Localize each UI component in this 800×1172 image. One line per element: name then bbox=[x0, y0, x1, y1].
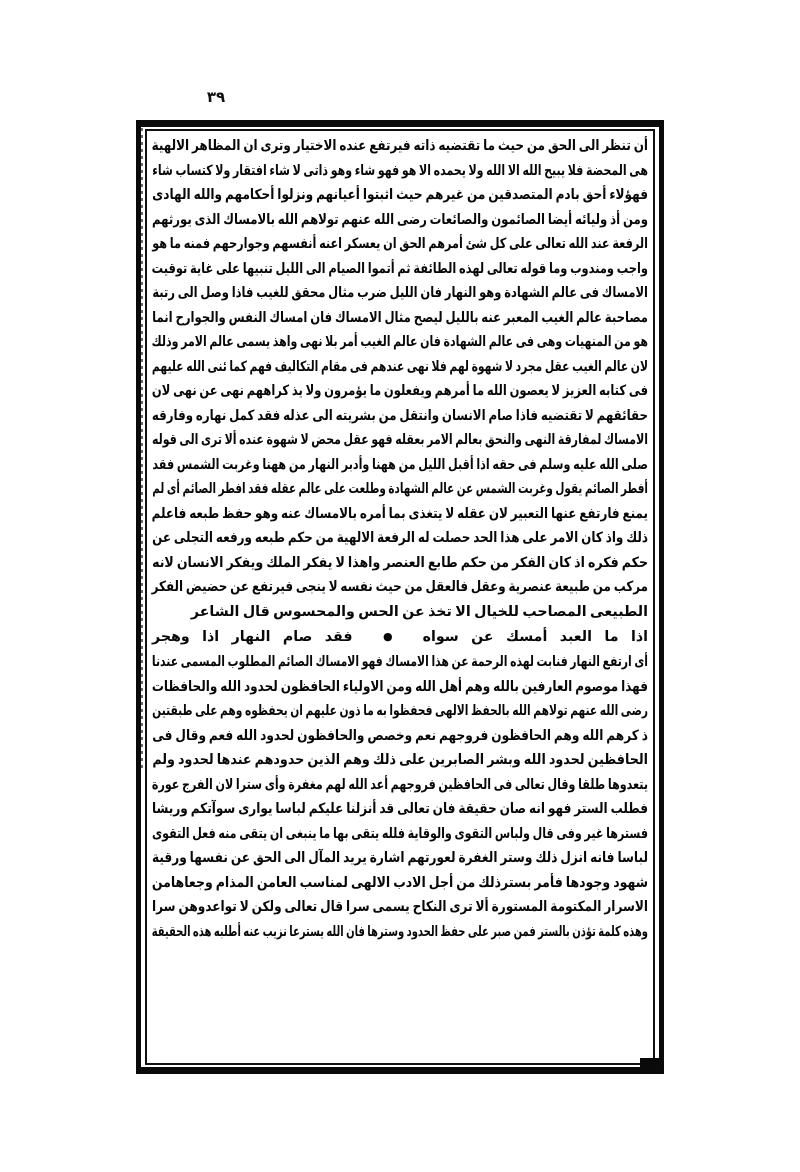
text-line: أى ارتفع النهار فنابت لهذه الرحمة عن هذا الامساك فهو الامساك الصائم المطلوب المسمى عندنا bbox=[151, 654, 648, 670]
text-line: ذ كرهم الله وهم الحافظون فروجهم نعم وخصص والحافظون لحدود الله فعم وقال فى bbox=[152, 727, 648, 744]
text-line: أن تنظر الى الحق من حيث ما تقتضيه ذاته فيرتفع عنده الاختيار وترى ان المظاهر الالهية bbox=[151, 138, 648, 154]
text-line-poet-attribution: الطبيعى المصاحب للخيال الا تخذ عن الحس والمحسوس قال الشاعر bbox=[190, 603, 648, 620]
text-block bbox=[152, 134, 648, 1060]
text-line: فطلب الستر فهو انه صان حقيقة فان تعالى قد أنزلنا عليكم لباسا يوارى سوآتكم وريشا bbox=[151, 801, 648, 817]
verse-hemistich-left: فقد صام النهار اذا وهجر bbox=[152, 629, 353, 645]
text-line: فهؤلاء أحق بادم المتصدقين من غيرهم حيث اثبتوا أعيانهم ونزلوا أحكامهم والله الهادى bbox=[152, 187, 648, 203]
text-line: مصاحبة عالم الغيب المعبر عنه بالليل ليصح مثال الامساك فان امساك النفس والجوارح انما bbox=[152, 309, 648, 326]
text-line: فهذا موصوم العارفين بالله وهم أهل الله ومن الاولياء الحافظون لحدود الله والحافظات bbox=[151, 678, 648, 695]
text-line: لان عالم الغيب عقل مجرد لا شهوة لهم فلا نهى عندهم فى مقام التكاليف فهم كما ئنى الله عليهم bbox=[151, 358, 648, 375]
text-line: فسترها غير وفى قال ولباس التقوى والوقاية فلله يتقى بها ما ينبغى ان يتقى منه فعل التقوى bbox=[151, 825, 648, 842]
verse-couplet bbox=[152, 624, 648, 650]
catchword: و bbox=[653, 1062, 659, 1071]
text-line: أفطر الصائم يقول وغربت الشمس عن عالم الشهادة وطلعت على عالم عقله فقد افطر الصائم أى لم bbox=[152, 481, 649, 497]
text-line: هو من المنهيات وهى فى عالم الشهادة فان عالم الغيب أمر بلا نهى واهذ يسمى عالم الامر وذلك bbox=[151, 334, 648, 350]
text-line: الامساك لمفارقة النهى والنحق بعالم الامر بعقله فهو عقل محض لا شهوة عنده ألا ترى الى قوله bbox=[151, 432, 649, 448]
text-line: يمنع فارتفع عنها التعبير لان عقله لا يتغذى بما أمره بالامساك عنه وهو حفظ طبعه فاعلم bbox=[151, 505, 648, 522]
text-line: وهذه كلمة تؤذن بالستر فمن صبر على حفظ الحدود وسترها فان الله يسترعا نزيب عنه أطلبه هذه الحقيقة bbox=[151, 923, 648, 940]
frame-ink-smudge bbox=[138, 128, 143, 768]
text-line: رضى الله عنهم تولاهم الله بالحفظ الالهى فحفظوا به ما ذون عليهم ان يحفظوه وهم على طبقتين bbox=[152, 703, 648, 719]
text-line: لباسا فانه انزل ذلك وستر الغفرة لعورتهم اشارة يريد المآل الى الحق عن نفسها ورقية bbox=[151, 850, 648, 866]
text-line: ومن أذ وليائه أيضا الصائمون والصائعات رضى الله عنهم تولاهم الله بالامساك الذى يورثهم bbox=[152, 211, 648, 228]
text-line: واجب ومندوب وما قوله تعالى لهذه الطائفة ثم أتموا الصيام الى الليل تنبيها على غاية توقيت bbox=[151, 260, 648, 277]
text-line: الاسرار المكتومة المستورة ألا ترى النكاح يسمى سرا قال تعالى ولكن لا تواعدوهن سرا bbox=[152, 899, 648, 915]
text-line: الحافظين لحدود الله وبشر الصابرين على ذلك وهم الذين حدودهم عندها لحدود ولم bbox=[152, 752, 648, 768]
text-line: ذلك واذ كان الامر على هذا الحد حصلت له الرفعة الالهية من حكم طبعه ورفعه التجلى عن bbox=[152, 530, 648, 546]
text-line: هى المحضة فلا يبيح الله الا الله ولا يحمده الا هو فهو شاء وهو ذاتى لا شاء افتقار ولا كتساب شاء bbox=[152, 162, 648, 179]
folio-number: ٣٩ bbox=[206, 88, 226, 106]
text-line: صلى الله عليه وسلم فى حقه اذا أقبل الليل من ههنا وأدبر النهار من ههنا وغربت الشمس فقد bbox=[152, 456, 648, 473]
text-line: حقائقهم لا تقتضيه فاذا صام الانسان وانتقل من بشريته الى عذله فقد كمل نهاره وفارقه bbox=[151, 407, 648, 424]
text-line: مركب من طبيعة عنصرية وعقل فالعقل من حيث نفسه لا ينجى فيرتفع عن حضيض الفكر bbox=[151, 579, 648, 595]
text-line: الرفعة عند الله تعالى على كل شئ أمرهم الحق ان يعسكر اعنه أنفسهم وجوارحهم فمنه ما هو bbox=[152, 236, 648, 252]
text-line: الامساك فى عالم الشهادة وهو النهار فان الليل ضرب مثال محقق للغيب فاذا وصل الى رتبة bbox=[152, 285, 649, 301]
verse-separator-icon: ● bbox=[382, 630, 393, 643]
text-line: فى كتابه العزيز لا يعصون الله ما أمرهم ويفعلون ما يؤمرون ولا يذ كراههم نهى عن نهى لان bbox=[151, 383, 648, 399]
text-line: حكم فكره اذ كان الفكر من حكم طابع العنصر واهذا لا يفكر الملك ويفكر الانسان لانه bbox=[152, 554, 648, 571]
text-line: يتعدوها طلقا وقال تعالى فى الحافظين فروجهم أعد الله لهم مغفرة وأى سترا لان الفرج عورة bbox=[151, 776, 648, 793]
text-line: شهود وجودها فأمر بسترذلك من أجل الادب الالهى لمناسب العامن المذام وجعاهامن bbox=[151, 874, 649, 891]
verse-hemistich-right: اذا ما العبد أمسك عن سواه bbox=[422, 629, 648, 645]
